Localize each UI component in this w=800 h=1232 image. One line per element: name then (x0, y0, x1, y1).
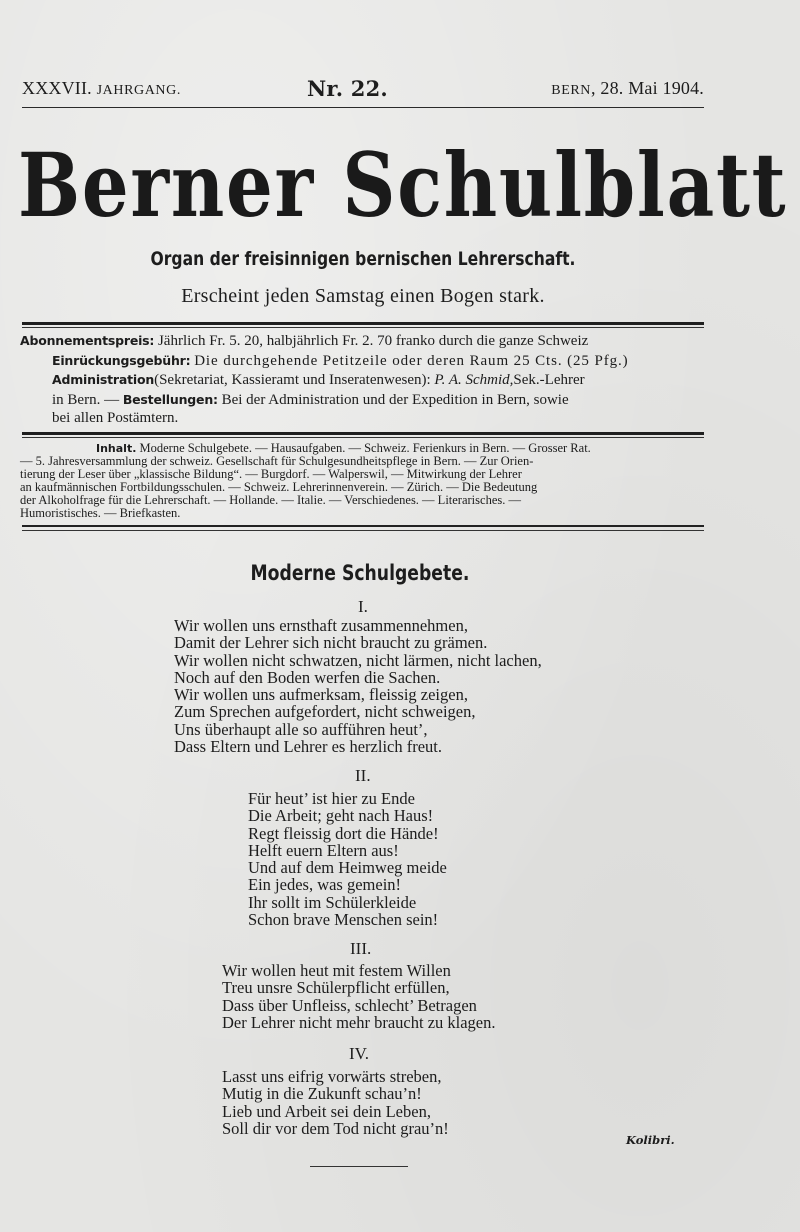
double-rule-top (22, 322, 704, 328)
info-line-bestellungen (20, 390, 708, 410)
tagline: Erscheint jeden Samstag einen Bogen stark. (181, 285, 545, 307)
verse-line: Und auf dem Heimweg meide (248, 858, 447, 878)
subscription-info (20, 331, 708, 429)
double-rule-middle (22, 432, 704, 438)
administration-role: Sek.-Lehrer (513, 372, 585, 388)
stanza-2 (248, 790, 447, 928)
verse-line: Für heut’ ist hier zu Ende (248, 789, 415, 808)
verse-line: Die Arbeit; geht nach Haus! (248, 806, 434, 826)
verse-line: Regt fleissig dort die Hände! (248, 823, 439, 843)
toc-label: Inhalt. (96, 442, 137, 455)
verse-line: Helft euern Eltern aus! (248, 840, 399, 860)
stanza-1 (174, 617, 542, 755)
volume-numeral: XXXVII. (22, 78, 92, 98)
date: , 28. Mai 1904. (591, 78, 704, 98)
info-line4-start: in Bern. — (52, 391, 120, 408)
newspaper-title: Berner Schulblatt (18, 133, 788, 238)
verse-line: Lasst uns eifrig vorwärts streben, (222, 1067, 442, 1086)
info-line-postaemter: bei allen Postämtern. (52, 410, 179, 426)
einrueckung-label: Einrückungsgebühr: (52, 352, 191, 368)
double-rule-bottom (22, 525, 704, 531)
toc-line: der Alkoholfrage für die Lehrerschaft. — Hollande. — Italie. — Verschiedenes. — Literarisches. — (20, 493, 521, 507)
stanza-3 (222, 962, 496, 1031)
verse-line: Wir wollen uns aufmerksam, fleissig zeigen, (174, 685, 468, 705)
verse-line: Wir wollen uns ernsthaft zusammennehmen, (174, 616, 468, 635)
volume (22, 78, 181, 99)
administration-text: (Sekretariat, Kassieramt und Inseratenwesen): (154, 372, 431, 388)
toc-text: Moderne Schulgebete. — Hausaufgaben. — Schweiz. Ferienkurs in Bern. — Grosser Rat. (139, 441, 591, 455)
toc-line: Humoristisches. — Briefkasten. (20, 506, 181, 520)
toc-line: tierung der Leser über „klassische Bildung“. — Burgdorf. — Walperswil, — Mitwirkung der Lehrer (20, 467, 522, 481)
verse-line: Der Lehrer nicht mehr braucht zu klagen. (222, 1012, 496, 1032)
verse-line: Treu unsre Schülerpflicht erfüllen, (222, 978, 450, 998)
toc-line: — 5. Jahresversammlung der schweiz. Gesellschaft für Schulgesundheitspflege in Bern. — Zur Orien- (20, 454, 534, 468)
einrueckung-text: Die durchgehende Petitzeile oder deren Raum 25 Cts. (25 Pfg.) (194, 352, 629, 369)
verse-line: Wir wollen nicht schwatzen, nicht lärmen, nicht lachen, (174, 650, 542, 670)
abonnement-label: Abonnementspreis: (20, 333, 155, 348)
administration-name: P. A. Schmid, (434, 372, 514, 388)
stanza-numeral: I. (358, 597, 368, 616)
verse-line: Dass über Unfleiss, schlecht’ Betragen (222, 995, 477, 1015)
issue-number: Nr. 22. (307, 76, 388, 101)
toc-line: an kaufmännischen Fortbildungsschulen. — Schweiz. Lehrerinnenverein. — Zürich. — Die Bedeutung (20, 480, 538, 494)
info-line-abonnement (20, 331, 708, 351)
stanza-numeral: III. (350, 939, 372, 958)
verse-line: Uns überhaupt alle so aufführen heut’, (174, 719, 428, 739)
masthead-rule (22, 107, 704, 108)
end-rule (310, 1166, 408, 1167)
verse-line: Mutig in die Zukunft schau’n! (222, 1084, 422, 1104)
author-signature: Kolibri. (626, 1133, 675, 1147)
stanza-numeral: II. (355, 766, 371, 785)
verse-line: Wir wollen heut mit festem Willen (222, 961, 451, 980)
subtitle: Organ der freisinnigen bernischen Lehrerschaft. (150, 248, 576, 270)
verse-line: Soll dir vor dem Tod nicht grau’n! (222, 1118, 449, 1138)
article-title: Moderne Schulgebete. (250, 561, 470, 585)
place-date (551, 78, 704, 99)
verse-line: Zum Sprechen aufgefordert, nicht schweigen, (174, 702, 476, 722)
info-line-administration (20, 370, 708, 390)
bestellungen-label: Bestellungen: (122, 391, 218, 407)
verse-line: Lieb und Arbeit sei dein Leben, (222, 1101, 431, 1121)
verse-line: Ein jedes, was gemein! (248, 875, 402, 895)
verse-line: Noch auf den Boden werfen die Sachen. (174, 667, 441, 687)
place: BERN (551, 83, 591, 98)
masthead-header-line (22, 78, 704, 102)
volume-label: JAHRGANG. (96, 83, 181, 98)
verse-line: Dass Eltern und Lehrer es herzlich freut. (174, 737, 443, 757)
table-of-contents (20, 442, 704, 520)
bestellungen-text: Bei der Administration und der Expedition in Bern, sowie (221, 391, 569, 408)
abonnement-text: Jährlich Fr. 5. 20, halbjährlich Fr. 2. 70 franko durch die ganze Schweiz (157, 333, 589, 349)
verse-line: Damit der Lehrer sich nicht braucht zu grämen. (174, 633, 488, 653)
verse-line: Ihr sollt im Schülerkleide (248, 892, 417, 912)
administration-label: Administration (52, 372, 155, 387)
stanza-4 (222, 1068, 449, 1137)
stanza-numeral: IV. (349, 1044, 369, 1063)
verse-line: Schon brave Menschen sein! (248, 910, 439, 930)
info-line-einrueckung (20, 351, 708, 371)
